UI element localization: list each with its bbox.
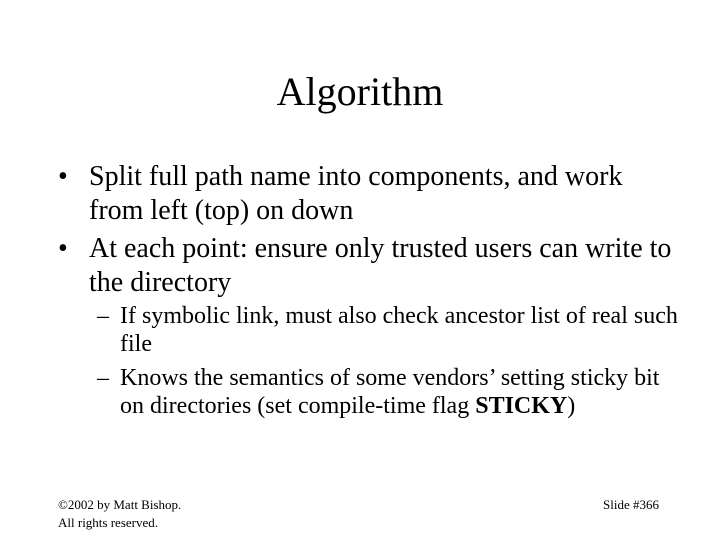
slide-title: Algorithm (276, 69, 444, 114)
sub-bullet-item (89, 364, 678, 420)
slide-number: Slide #366 (603, 497, 659, 512)
sub-bullet-text-end: ) (567, 393, 576, 419)
dash-marker: – (97, 303, 109, 329)
bullet-item (58, 160, 678, 228)
footer-copyright (58, 496, 181, 532)
bullet-text: At each point: ensure only trusted users can write to the directory (89, 233, 672, 298)
bullet-marker: • (58, 233, 68, 264)
sticky-flag-name: STICKY (475, 393, 568, 419)
sub-bullet-text: Knows the semantics of some vendors’ setting sticky bit on directories (set compile-time flag (120, 365, 660, 419)
bullet-list (58, 160, 678, 426)
sub-bullet-item (89, 302, 678, 358)
rights-line: All rights reserved. (58, 515, 159, 530)
sub-bullet-text: If symbolic link, must also check ancestor list of real such file (120, 303, 678, 357)
bullet-marker: • (58, 161, 68, 192)
dash-marker: – (97, 365, 109, 391)
sub-bullet-list (89, 302, 678, 420)
bullet-item (58, 232, 678, 420)
bullet-text: Split full path name into components, and work from left (top) on down (89, 161, 623, 226)
copyright-line: ©2002 by Matt Bishop. (58, 497, 182, 512)
